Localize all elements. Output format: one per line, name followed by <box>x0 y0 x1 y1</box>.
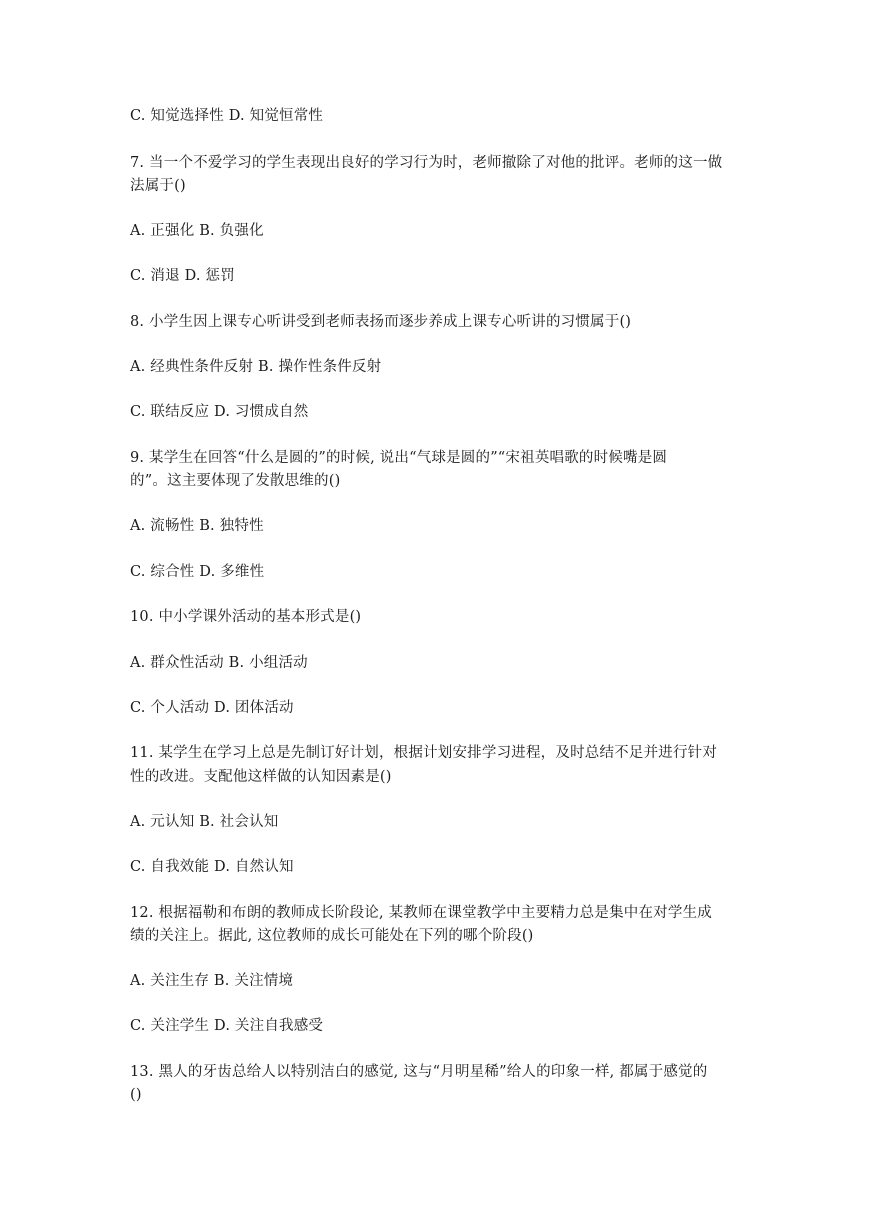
q7-options-ab: A. 正强化 B. 负强化 <box>130 223 264 239</box>
q8-options-cd: C. 联结反应 D. 习惯成自然 <box>130 404 309 420</box>
q11-options-ab: A. 元认知 B. 社会认知 <box>130 814 279 830</box>
q12-stem-line1: 12. 根据福勒和布朗的教师成长阶段论, 某教师在课堂教学中主要精力总是集中在对学生成 <box>130 905 712 921</box>
q9-stem-line1: 9. 某学生在回答“什么是圆的”的时候, 说出“气球是圆的”“宋祖英唱歌的时候嘴是圆 <box>130 450 668 466</box>
q12-stem-line2: 绩的关注上。据此, 这位教师的成长可能处在下列的哪个阶段() <box>130 928 534 944</box>
q10-stem-line1: 10. 中小学课外活动的基本形式是() <box>130 609 362 625</box>
q13-stem-line1: 13. 黑人的牙齿总给人以特别洁白的感觉, 这与“月明星稀”给人的印象一样, 都属于感觉的 <box>130 1064 708 1080</box>
q11-stem-line2: 性的改进。支配他这样做的认知因素是() <box>130 769 392 785</box>
q7-options-cd: C. 消退 D. 惩罚 <box>130 268 235 284</box>
q7-stem-line2: 法属于() <box>130 178 186 194</box>
q10-options-cd: C. 个人活动 D. 团体活动 <box>130 700 294 716</box>
q7-stem-line1: 7. 当一个不爱学习的学生表现出良好的学习行为时，老师撤除了对他的批评。老师的这一做 <box>130 155 723 171</box>
q9-options-ab: A. 流畅性 B. 独特性 <box>130 518 264 534</box>
q8-options-ab: A. 经典性条件反射 B. 操作性条件反射 <box>130 359 382 375</box>
q11-stem-line1: 11. 某学生在学习上总是先制订好计划，根据计划安排学习进程，及时总结不足并进行针对 <box>130 745 718 761</box>
q12-options-ab: A. 关注生存 B. 关注情境 <box>130 973 294 989</box>
q12-options-cd: C. 关注学生 D. 关注自我感受 <box>130 1018 324 1034</box>
q11-options-cd: C. 自我效能 D. 自然认知 <box>130 859 294 875</box>
q6-options-cd: C. 知觉选择性 D. 知觉恒常性 <box>130 108 324 124</box>
q8-stem-line1: 8. 小学生因上课专心听讲受到老师表扬而逐步养成上课专心听讲的习惯属于() <box>130 314 632 330</box>
q9-stem-line2: 的”。这主要体现了发散思维的() <box>130 473 341 489</box>
q10-options-ab: A. 群众性活动 B. 小组活动 <box>130 655 308 671</box>
q9-options-cd: C. 综合性 D. 多维性 <box>130 564 265 580</box>
q13-stem-line2: () <box>130 1087 142 1103</box>
